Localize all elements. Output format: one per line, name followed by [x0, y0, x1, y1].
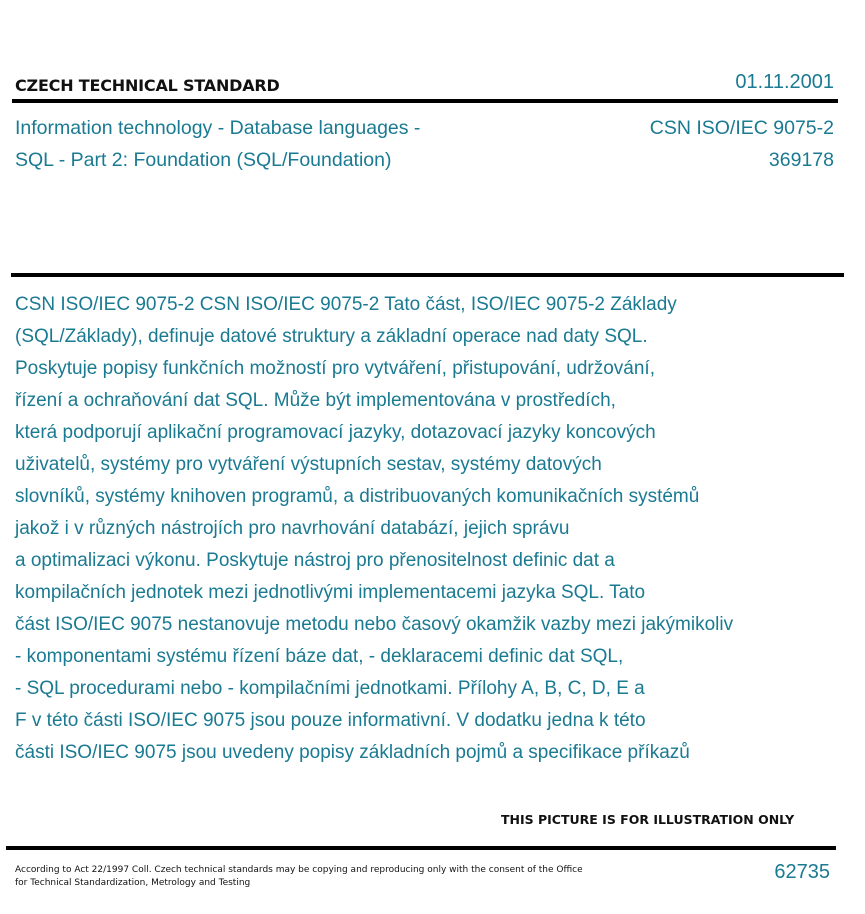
legal-notice-line: According to Act 22/1997 Coll. Czech technical standards may be copying and reproducing only with the consent of the Office — [15, 865, 583, 875]
abstract-line: Poskytuje popisy funkčních možností pro vytváření, přistupování, udržování, — [15, 358, 655, 379]
document-title-line-2: SQL - Part 2: Foundation (SQL/Foundation) — [15, 149, 392, 171]
document-id: 62735 — [774, 861, 830, 883]
abstract-line: část ISO/IEC 9075 nestanovuje metodu nebo časový okamžik vazby mezi jakýmikoliv — [15, 614, 734, 635]
abstract-line: řízení a ochraňování dat SQL. Může být implementována v prostředích, — [15, 390, 616, 411]
abstract-line: uživatelů, systémy pro vytváření výstupních sestav, systémy datových — [15, 454, 602, 475]
catalog-number: 369178 — [768, 149, 834, 171]
legal-notice — [15, 864, 595, 890]
abstract-line: a optimalizaci výkonu. Poskytuje nástroj pro přenositelnost definic dat a — [15, 550, 615, 571]
standard-code: CSN ISO/IEC 9075-2 — [649, 117, 834, 139]
publication-date: 01.11.2001 — [735, 71, 834, 93]
title-divider — [11, 273, 844, 277]
document-title-line-1: Information technology - Database languages - — [15, 117, 421, 139]
abstract-line: jakož i v různých nástrojích pro navrhování databází, jejich správu — [15, 518, 570, 539]
footer-divider — [6, 846, 836, 850]
abstract-line: slovníků, systémy knihoven programů, a distribuovaných komunikačních systémů — [15, 486, 700, 507]
illustration-disclaimer: THIS PICTURE IS FOR ILLUSTRATION ONLY — [501, 812, 795, 827]
abstract-line: části ISO/IEC 9075 jsou uvedeny popisy základních pojmů a specifikace příkazů — [15, 742, 690, 763]
standard-header-title: CZECH TECHNICAL STANDARD — [15, 76, 280, 95]
abstract-line: - komponentami systému řízení báze dat, - deklaracemi definic dat SQL, — [15, 646, 624, 667]
abstract-line: CSN ISO/IEC 9075-2 CSN ISO/IEC 9075-2 Tato část, ISO/IEC 9075-2 Základy — [15, 294, 677, 315]
legal-notice-line: for Technical Standardization, Metrology and Testing — [15, 878, 251, 888]
abstract-line: F v této části ISO/IEC 9075 jsou pouze informativní. V dodatku jedna k této — [15, 710, 646, 731]
abstract-line: - SQL procedurami nebo - kompilačními jednotkami. Přílohy A, B, C, D, E a — [15, 678, 645, 699]
abstract-line: kompilačních jednotek mezi jednotlivými implementacemi jazyka SQL. Tato — [15, 582, 646, 603]
header-divider — [12, 99, 838, 103]
abstract-line: která podporují aplikační programovací jazyky, dotazovací jazyky koncových — [15, 422, 656, 443]
abstract-line: (SQL/Základy), definuje datové struktury a základní operace nad daty SQL. — [15, 326, 648, 347]
abstract-text — [15, 289, 835, 769]
